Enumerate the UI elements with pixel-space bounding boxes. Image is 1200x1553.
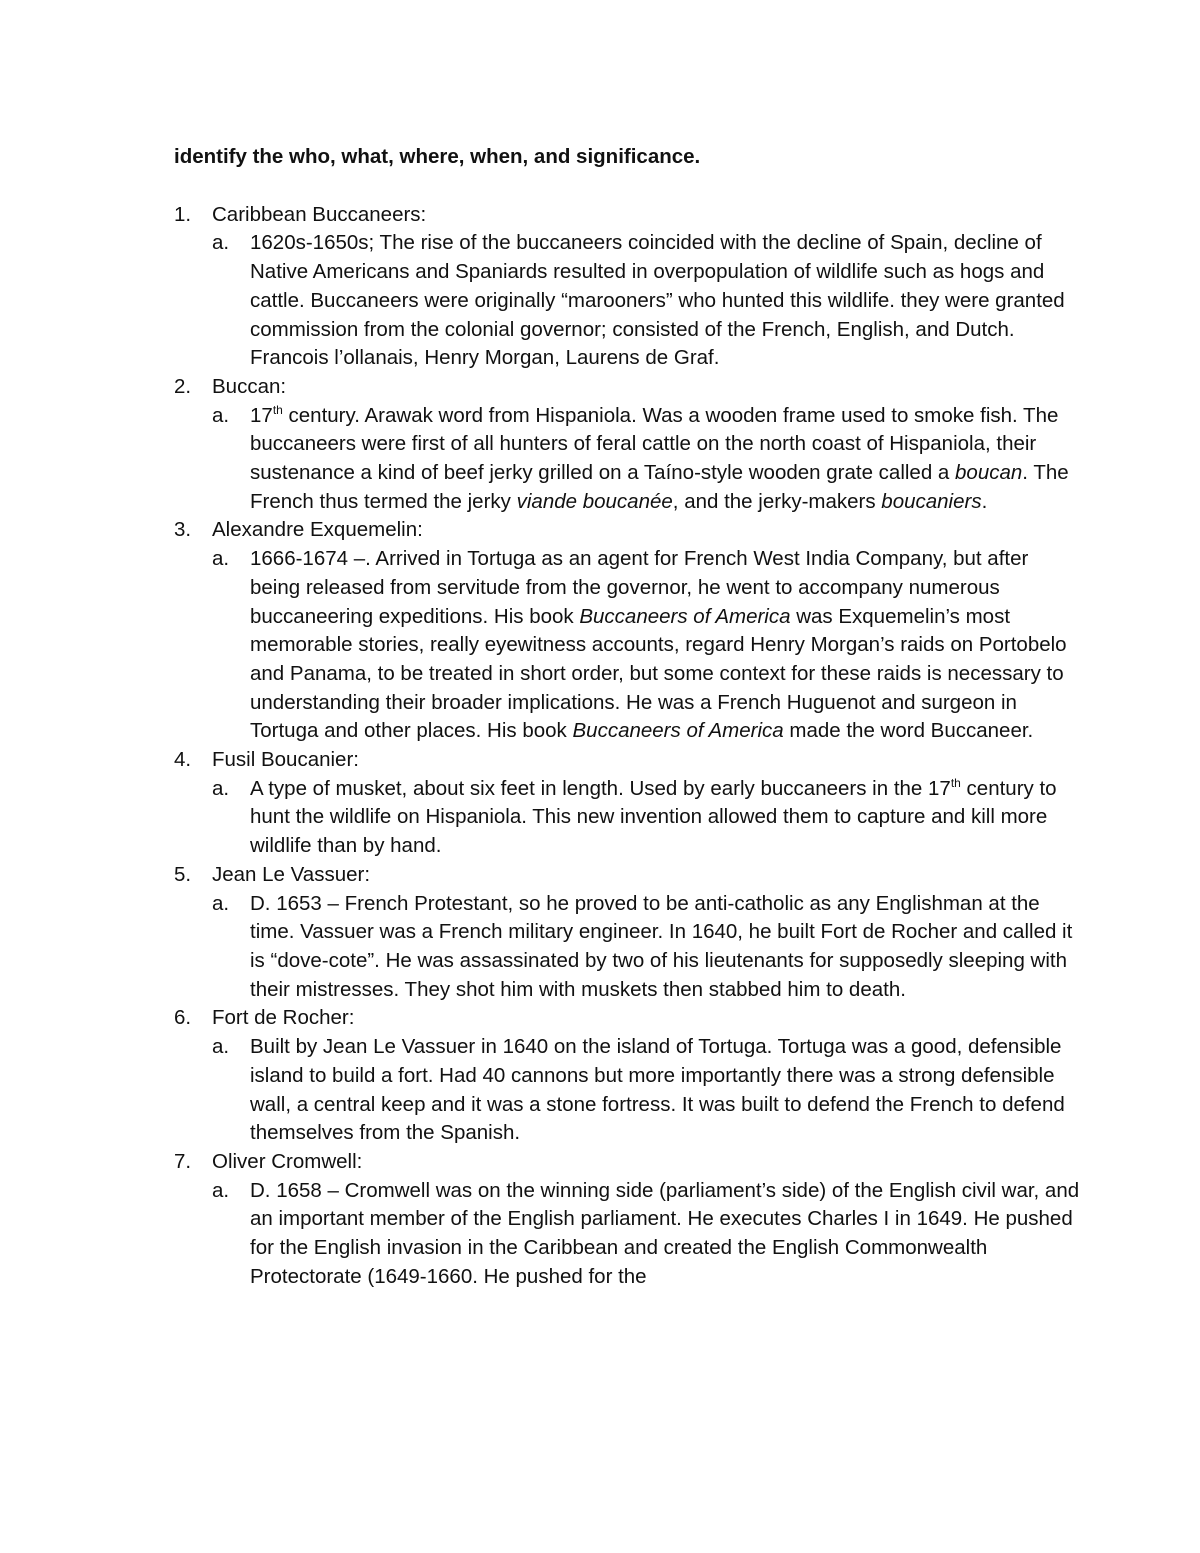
- italic-term: boucaniers: [881, 489, 982, 513]
- item-description: [212, 1033, 1080, 1148]
- description-text: Built by Jean Le Vassuer in 1640 on the island of Tortuga. Tortuga was a good, defensible island to build a fort. Had 40 cannons but more importantly there was a strong defensible wall, a central keep and it was a stone fortress. It was built to defend the French to defend themselves from the Spanish.: [250, 1035, 1065, 1145]
- item-term: Caribbean Buccaneers:: [212, 202, 427, 226]
- sub-letter: a.: [212, 1035, 230, 1059]
- text-run: , and the jerky-makers: [672, 489, 882, 513]
- text-run: 17: [250, 403, 273, 427]
- item-term: Oliver Cromwell:: [212, 1149, 363, 1173]
- text-run: made the word Buccaneer.: [783, 719, 1034, 743]
- description-text: [250, 547, 1067, 742]
- item-term: Buccan:: [212, 374, 287, 398]
- list-item: [174, 861, 1080, 1005]
- description-text: [250, 777, 1057, 857]
- item-description: [212, 402, 1080, 517]
- item-number: 6.: [174, 1006, 192, 1030]
- text-run: . The French thus termed the jerky: [250, 461, 1069, 513]
- item-number: 2.: [174, 374, 192, 398]
- sub-letter: a.: [212, 1178, 230, 1202]
- description-text: D. 1658 – Cromwell was on the winning side (parliament’s side) of the English civil war, and an important member of the English parliament. He executes Charles I in 1649. He pushed for the English invasion in the Caribbean and created the English Commonwealth Protectorate (1649-1660. He pushed for the: [250, 1178, 1080, 1288]
- superscript: th: [272, 402, 283, 417]
- list-item: [174, 1004, 1080, 1148]
- description-text: [250, 404, 1069, 513]
- item-term: Jean Le Vassuer:: [212, 862, 371, 886]
- sub-letter: a.: [212, 891, 230, 915]
- description-text: D. 1653 – French Protestant, so he proved to be anti-catholic as any Englishman at the time. Vassuer was a French military engineer. In 1640, he built Fort de Rocher and called it is “dove-cote”. He was assassinated by two of his lieutenants for supposedly sleeping with their mistresses. They shot him with muskets then stabbed him to death.: [250, 891, 1073, 1001]
- list-item: [174, 746, 1080, 861]
- item-number: 3.: [174, 518, 192, 542]
- description-text: 1620s-1650s; The rise of the buccaneers coincided with the decline of Spain, decline of Native Americans and Spaniards resulted in overpopulation of wildlife such as hogs and cattle. Buccaneers were originally “marooners” who hunted this wildlife. they were granted commission from the colonial governor; consisted of the French, English, and Dutch. Francois l’ollanais, Henry Morgan, Laurens de Graf.: [250, 231, 1065, 370]
- text-run: century to hunt the wildlife on Hispaniola. This new invention allowed them to capture and kill more wildlife than by hand.: [250, 776, 1057, 858]
- sub-letter: a.: [212, 403, 230, 427]
- text-run: 1666-1674 –. Arrived in Tortuga as an agent for French West India Company, but after being released from servitude from the governor, he went to accompany numerous buccaneering expeditions. His book: [250, 547, 1029, 628]
- sub-letter: a.: [212, 776, 230, 800]
- list-item: [174, 516, 1080, 746]
- italic-term: boucan: [955, 461, 1023, 485]
- item-number: 7.: [174, 1149, 192, 1173]
- text-run: century. Arawak word from Hispaniola. Was a wooden frame used to smoke fish. The buccaneers were first of all hunters of feral cattle on the north coast of Hispaniola, their sustenance a kind of beef jerky grilled on a Taíno-style wooden grate called a: [250, 403, 1059, 485]
- text-run: A type of musket, about six feet in length. Used by early buccaneers in the 17: [250, 776, 951, 800]
- list-item: [174, 201, 1080, 373]
- italic-book-title: Buccaneers of America: [579, 604, 791, 628]
- italic-term: viande boucanée: [516, 489, 673, 513]
- item-description: [212, 775, 1080, 861]
- italic-book-title: Buccaneers of America: [572, 719, 784, 743]
- item-description: [212, 545, 1080, 746]
- sub-letter: a.: [212, 547, 230, 571]
- item-number: 1.: [174, 202, 192, 226]
- item-description: [212, 1177, 1080, 1292]
- text-run: was Exquemelin’s most memorable stories, really eyewitness accounts, regard Henry Morgan’s raids on Portobelo and Panama, to be treated in short order, but some context for these raids is necessary to understanding their broader implications. He was a French Huguenot and surgeon in Tortuga and other places. His book: [250, 604, 1067, 743]
- item-number: 4.: [174, 748, 192, 772]
- list-item: [174, 373, 1080, 517]
- text-run: .: [981, 489, 988, 513]
- item-description: [212, 890, 1080, 1005]
- page-heading: identify the who, what, where, when, and significance.: [174, 145, 701, 168]
- term-list: [174, 201, 1080, 1292]
- superscript: th: [950, 775, 961, 790]
- item-term: Alexandre Exquemelin:: [212, 518, 423, 542]
- item-term: Fort de Rocher:: [212, 1006, 355, 1030]
- item-term: Fusil Boucanier:: [212, 748, 359, 772]
- item-number: 5.: [174, 862, 192, 886]
- list-item: [174, 1148, 1080, 1292]
- item-description: [212, 229, 1080, 373]
- sub-letter: a.: [212, 231, 230, 255]
